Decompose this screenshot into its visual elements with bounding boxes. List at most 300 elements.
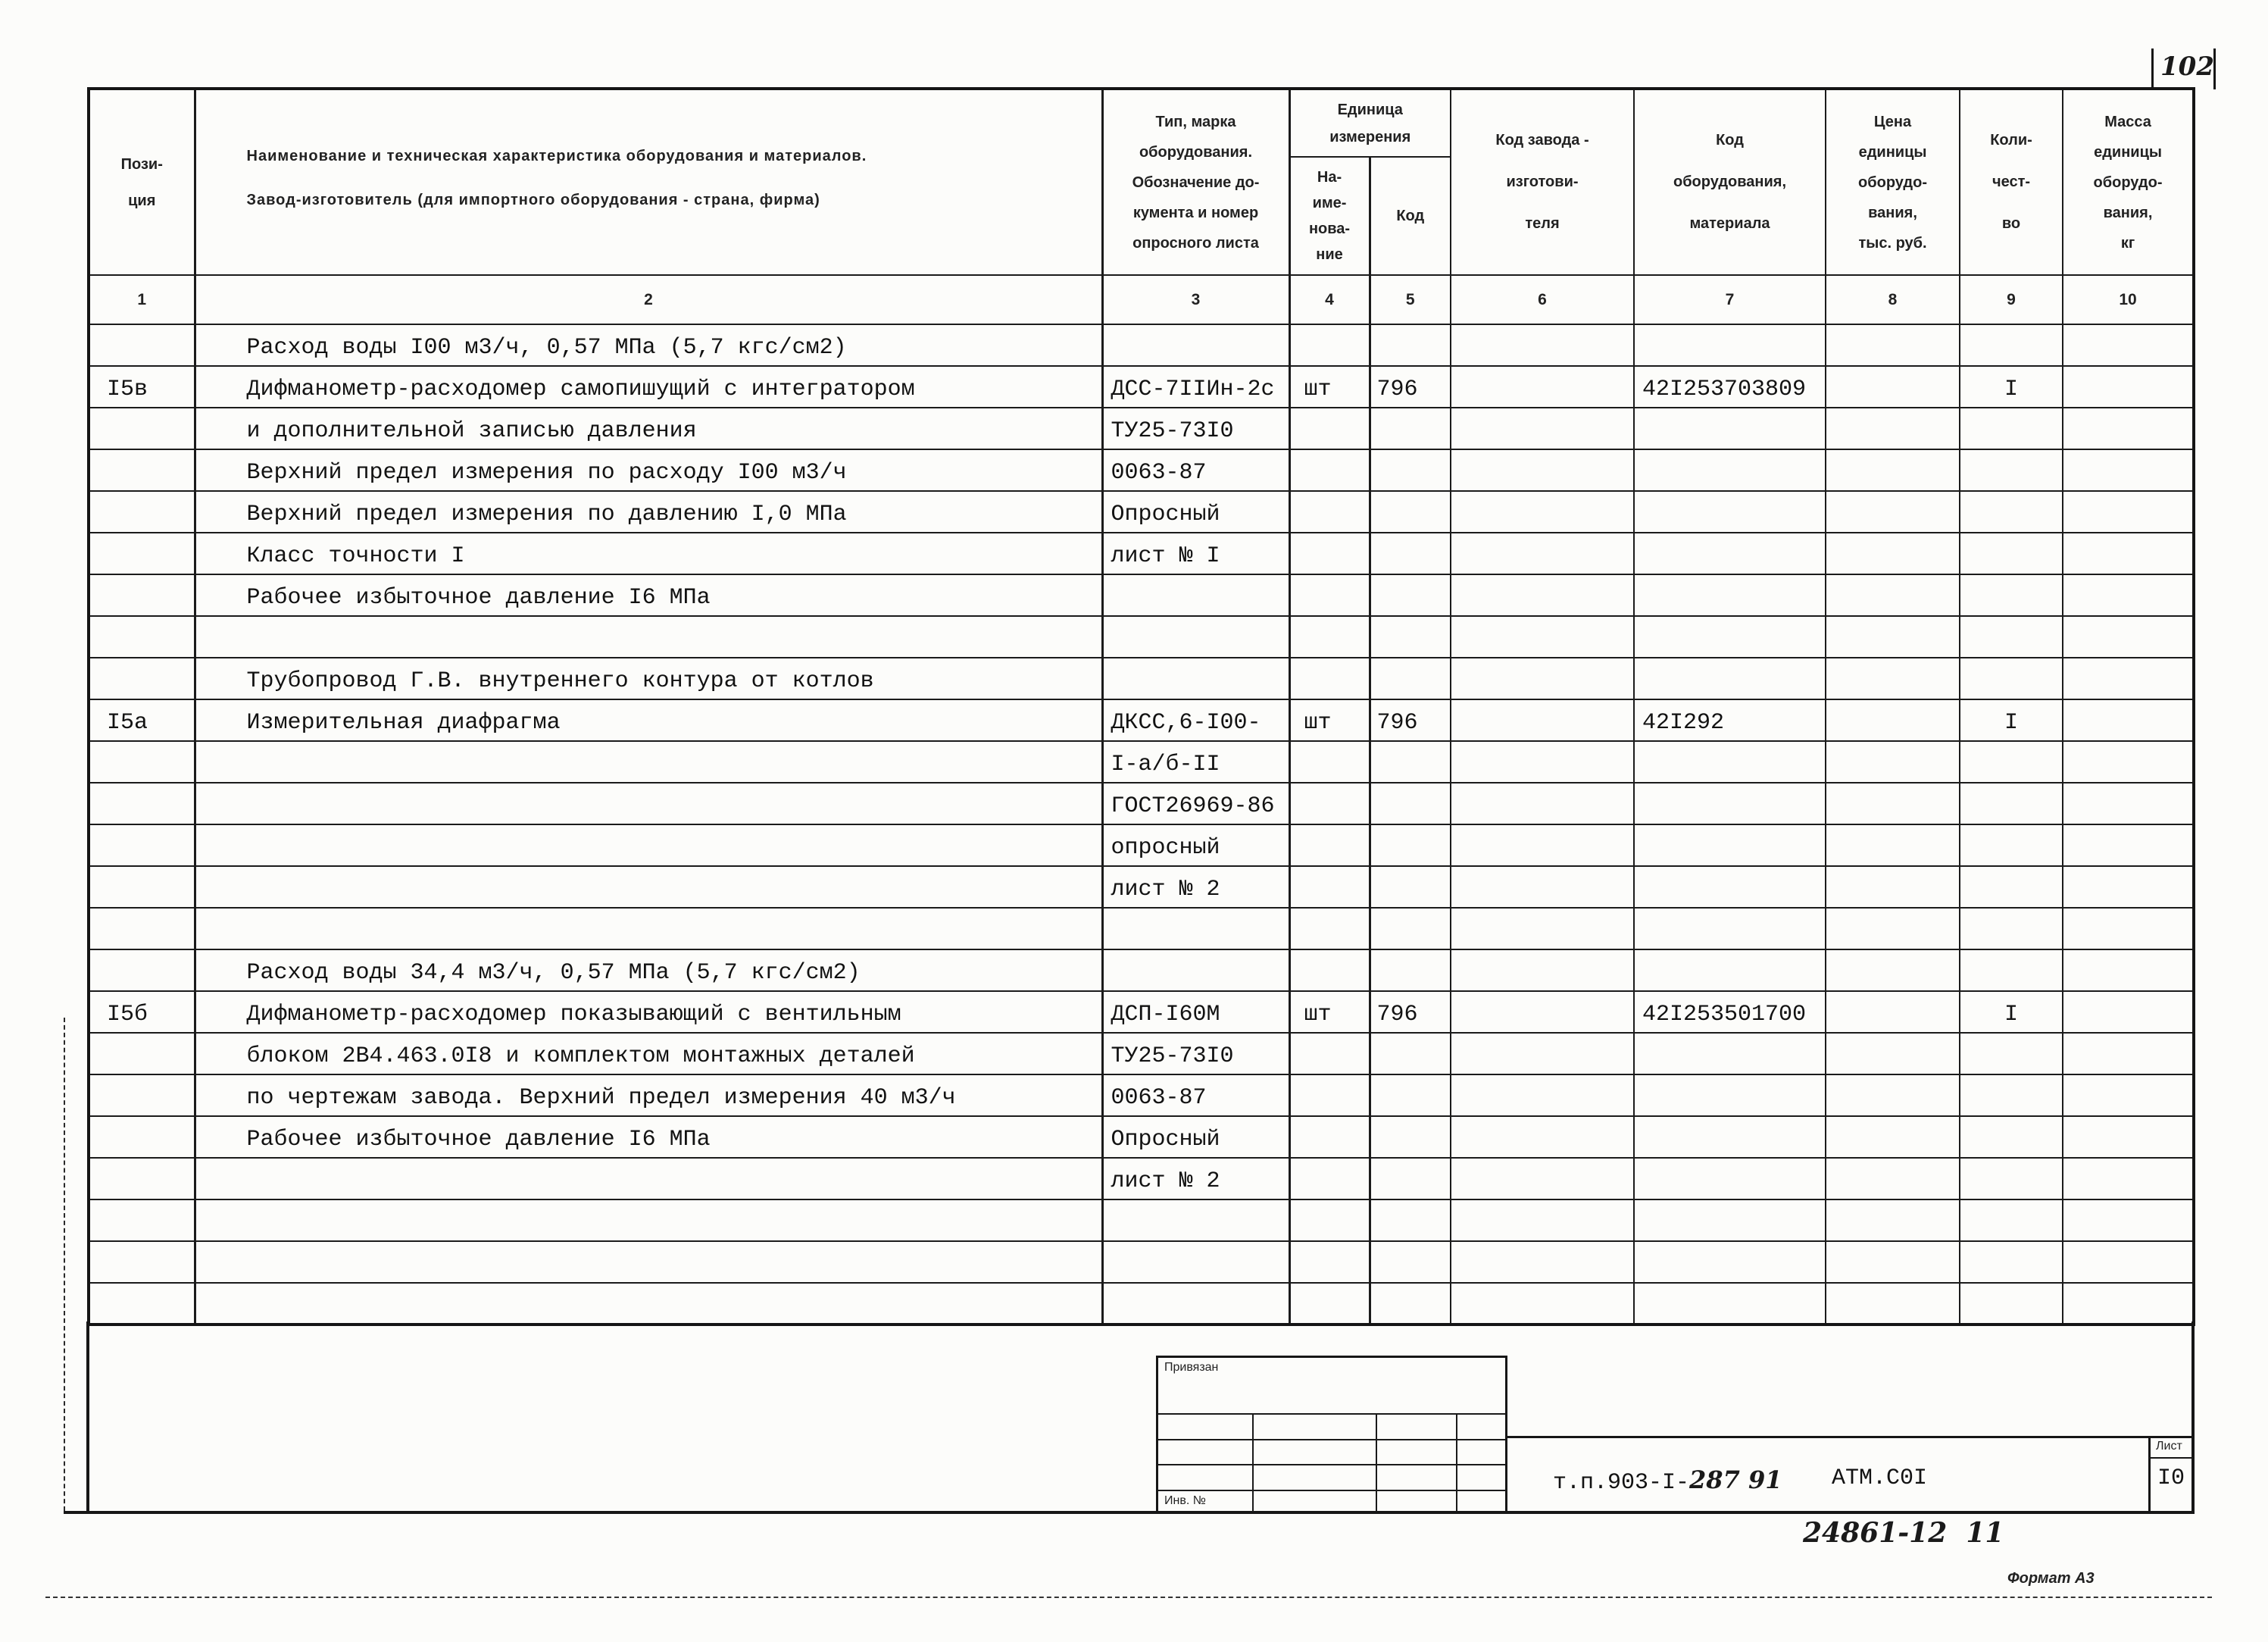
cell-mass [2063,741,2194,783]
cell-factory-code [1451,1033,1634,1074]
cell-equipment-code [1634,324,1826,366]
cell-type: Опросный [1102,1116,1289,1158]
cell-position [89,1074,195,1116]
cell-position [89,949,195,991]
cell-position [89,408,195,449]
cell-quantity: I [1960,366,2063,408]
cell-quantity [1960,741,2063,783]
cell-type [1102,1199,1289,1241]
cell-position [89,1241,195,1283]
cell-position [89,866,195,908]
cell-mass [2063,616,2194,658]
cell-equipment-code [1634,1241,1826,1283]
header-unit-name: На- име- нова- ние [1289,157,1370,275]
column-number: 7 [1634,275,1826,324]
cell-unit-code [1370,1074,1451,1116]
page-number-box-left-line [2151,48,2154,89]
cell-position [89,783,195,824]
cell-unit-name [1289,1033,1370,1074]
cell-factory-code [1451,949,1634,991]
cell-factory-code [1451,616,1634,658]
column-number: 4 [1289,275,1370,324]
cell-factory-code [1451,366,1634,408]
format-label: Формат А3 [2007,1570,2095,1587]
sheet-label: Лист [2156,1440,2182,1453]
cell-factory-code [1451,866,1634,908]
cell-type [1102,908,1289,949]
cell-position [89,658,195,699]
cell-quantity [1960,949,2063,991]
cell-price [1826,783,1960,824]
stamp-line [1158,1439,1505,1440]
cell-type: ТУ25-73I0 [1102,1033,1289,1074]
table-row [89,699,2194,741]
title-block-top-line [1507,1436,2195,1438]
cell-unit-code [1370,574,1451,616]
cell-type: ДСП-I60М [1102,991,1289,1033]
cell-mass [2063,908,2194,949]
cell-mass [2063,824,2194,866]
cell-equipment-code [1634,949,1826,991]
cell-factory-code [1451,783,1634,824]
cell-factory-code [1451,449,1634,491]
column-number: 9 [1960,275,2063,324]
table-row [89,741,2194,783]
cell-unit-name [1289,1199,1370,1241]
cell-price [1826,699,1960,741]
cell-position [89,449,195,491]
cell-type [1102,616,1289,658]
cell-factory-code [1451,824,1634,866]
document-designation [1553,1465,1782,1496]
cell-unit-name [1289,949,1370,991]
cell-quantity [1960,908,2063,949]
table-row [89,1283,2194,1325]
cell-mass [2063,574,2194,616]
cell-unit-name [1289,658,1370,699]
column-number: 3 [1102,275,1289,324]
cell-name: Расход воды 34,4 м3/ч, 0,57 МПа (5,7 кгс/см2) [195,949,1102,991]
cell-name: Верхний предел измерения по давлению I,0 МПа [195,491,1102,533]
cell-position [89,616,195,658]
cell-name [195,908,1102,949]
cell-name: Дифманометр-расходомер самопишущий с интегратором [195,366,1102,408]
cell-price [1826,1241,1960,1283]
cell-name: Класс точности I [195,533,1102,574]
cell-mass [2063,949,2194,991]
cell-quantity [1960,574,2063,616]
cell-equipment-code [1634,783,1826,824]
cell-equipment-code: 42I253501700 [1634,991,1826,1033]
cell-unit-name [1289,408,1370,449]
cell-factory-code [1451,1283,1634,1325]
cell-factory-code [1451,1116,1634,1158]
cell-type: 0063-87 [1102,1074,1289,1116]
specification-table [87,87,2195,1326]
cell-unit-name [1289,908,1370,949]
cell-unit-name [1289,491,1370,533]
cell-name [195,866,1102,908]
table-row [89,366,2194,408]
cell-name: Верхний предел измерения по расходу I00 м3/ч [195,449,1102,491]
cell-type [1102,1241,1289,1283]
cell-mass [2063,1199,2194,1241]
cell-unit-code: 796 [1370,366,1451,408]
cell-quantity [1960,324,2063,366]
cell-mass [2063,1241,2194,1283]
table-row [89,449,2194,491]
cell-equipment-code [1634,408,1826,449]
table-row [89,1116,2194,1158]
cell-unit-code [1370,1241,1451,1283]
cell-quantity [1960,491,2063,533]
cell-position [89,1116,195,1158]
cell-factory-code [1451,1158,1634,1199]
cell-name [195,1241,1102,1283]
cell-name [195,616,1102,658]
cell-position [89,324,195,366]
cell-unit-code [1370,449,1451,491]
cell-quantity [1960,824,2063,866]
cell-unit-code: 796 [1370,699,1451,741]
cell-unit-name [1289,866,1370,908]
cell-factory-code [1451,1241,1634,1283]
cell-position [89,1158,195,1199]
cell-factory-code [1451,408,1634,449]
cell-quantity [1960,1158,2063,1199]
stamp-divider [1376,1413,1377,1512]
table-row [89,1033,2194,1074]
approval-stamp [1156,1356,1507,1512]
header-position: Пози- ция [89,89,195,275]
cell-quantity [1960,866,2063,908]
cell-factory-code [1451,658,1634,699]
cell-unit-code [1370,1283,1451,1325]
sheet-box-left-line [2148,1437,2151,1512]
cell-factory-code [1451,574,1634,616]
stamp-divider [1456,1413,1457,1512]
cell-name [195,824,1102,866]
cell-unit-code [1370,1199,1451,1241]
table-row [89,783,2194,824]
table-row [89,491,2194,533]
cell-price [1826,866,1960,908]
header-name [195,89,1102,275]
table-row [89,533,2194,574]
cell-mass [2063,491,2194,533]
cell-equipment-code [1634,1116,1826,1158]
stamp-attached-label: Привязан [1164,1361,1219,1374]
cell-quantity [1960,1199,2063,1241]
cell-type: 0063-87 [1102,449,1289,491]
cell-name: Рабочее избыточное давление I6 МПа [195,1116,1102,1158]
column-number: 8 [1826,275,1960,324]
frame-left-line [86,1321,89,1512]
cell-quantity [1960,1116,2063,1158]
designation-handwritten: 287 91 [1689,1465,1782,1494]
cell-position: I5в [89,366,195,408]
cell-equipment-code [1634,616,1826,658]
cell-price [1826,1158,1960,1199]
table-row [89,408,2194,449]
header-quantity: Коли- чест- во [1960,89,2063,275]
cell-price [1826,1283,1960,1325]
cell-equipment-code [1634,908,1826,949]
cell-price [1826,324,1960,366]
cell-position [89,574,195,616]
cell-quantity [1960,533,2063,574]
cell-price [1826,366,1960,408]
cell-quantity [1960,408,2063,449]
cell-equipment-code [1634,1158,1826,1199]
cell-type [1102,949,1289,991]
cell-factory-code [1451,741,1634,783]
column-number: 5 [1370,275,1451,324]
cell-unit-code [1370,533,1451,574]
table-row [89,658,2194,699]
cell-unit-code [1370,491,1451,533]
cell-name [195,1283,1102,1325]
bottom-dashed-line [45,1597,2212,1598]
cell-mass [2063,1283,2194,1325]
cell-type: ДСС-7IIИн-2с [1102,366,1289,408]
cell-name [195,1158,1102,1199]
cell-unit-name [1289,1241,1370,1283]
cell-equipment-code [1634,449,1826,491]
designation-printed: т.п.903-I- [1553,1470,1690,1496]
cell-quantity: I [1960,699,2063,741]
cell-unit-code [1370,1033,1451,1074]
cell-equipment-code [1634,658,1826,699]
cell-type: I-а/б-II [1102,741,1289,783]
cell-unit-name [1289,533,1370,574]
cell-mass [2063,408,2194,449]
document-code: АТМ.С0I [1832,1465,1928,1491]
cell-mass [2063,449,2194,491]
cell-unit-name [1289,616,1370,658]
page-number: 102 [2160,52,2214,82]
cell-equipment-code [1634,491,1826,533]
cell-quantity [1960,1241,2063,1283]
cell-mass [2063,1074,2194,1116]
cell-unit-code [1370,658,1451,699]
table-row [89,1158,2194,1199]
cell-factory-code [1451,1199,1634,1241]
cell-price [1826,533,1960,574]
cell-unit-code [1370,908,1451,949]
cell-unit-name: шт [1289,366,1370,408]
cell-price [1826,949,1960,991]
cell-position [89,741,195,783]
cell-position [89,491,195,533]
cell-equipment-code: 42I253703809 [1634,366,1826,408]
stamp-inventory-label: Инв. № [1164,1494,1206,1507]
cell-unit-name: шт [1289,991,1370,1033]
table-row [89,324,2194,366]
cell-name: по чертежам завода. Верхний предел измерения 40 м3/ч [195,1074,1102,1116]
binding-margin-line [64,1018,65,1511]
frame-right-line [2191,1321,2195,1512]
cell-price [1826,408,1960,449]
cell-unit-name [1289,449,1370,491]
cell-mass [2063,1033,2194,1074]
cell-position [89,824,195,866]
cell-price [1826,491,1960,533]
cell-equipment-code [1634,741,1826,783]
stamp-divider [1252,1413,1254,1512]
cell-name [195,783,1102,824]
cell-quantity [1960,1283,2063,1325]
cell-price [1826,741,1960,783]
cell-unit-code [1370,949,1451,991]
cell-unit-code [1370,783,1451,824]
table-row [89,574,2194,616]
cell-mass [2063,866,2194,908]
cell-unit-name [1289,1283,1370,1325]
cell-type: опросный [1102,824,1289,866]
cell-mass [2063,1158,2194,1199]
cell-factory-code [1451,533,1634,574]
table-row [89,616,2194,658]
cell-type: ГОСТ26969-86 [1102,783,1289,824]
stamp-line [1158,1464,1505,1465]
header-name-line-2: Завод-изготовитель (для импортного оборудования - страна, фирма) [246,192,820,208]
cell-name: Рабочее избыточное давление I6 МПа [195,574,1102,616]
cell-equipment-code [1634,1283,1826,1325]
cell-type: Опросный [1102,491,1289,533]
cell-quantity [1960,783,2063,824]
table-row [89,1074,2194,1116]
header-price: Цена единицы оборудо- вания, тыс. руб. [1826,89,1960,275]
table-row [89,866,2194,908]
cell-name: Трубопровод Г.В. внутреннего контура от котлов [195,658,1102,699]
cell-mass [2063,324,2194,366]
cell-quantity [1960,658,2063,699]
cell-name: и дополнительной записью давления [195,408,1102,449]
cell-unit-name [1289,1116,1370,1158]
cell-unit-code [1370,1158,1451,1199]
cell-mass [2063,533,2194,574]
cell-price [1826,824,1960,866]
header-factory-code: Код завода - изготови- теля [1451,89,1634,275]
cell-position [89,1283,195,1325]
cell-unit-name [1289,1074,1370,1116]
cell-unit-name: шт [1289,699,1370,741]
cell-price [1826,1199,1960,1241]
sheet-box-divider [2148,1457,2194,1459]
cell-price [1826,574,1960,616]
cell-position: I5б [89,991,195,1033]
cell-type: ТУ25-73I0 [1102,408,1289,449]
cell-type: лист № I [1102,533,1289,574]
cell-type [1102,658,1289,699]
cell-equipment-code [1634,533,1826,574]
cell-factory-code [1451,908,1634,949]
cell-quantity [1960,449,2063,491]
cell-type: лист № 2 [1102,1158,1289,1199]
sheet-number: I0 [2157,1465,2185,1491]
cell-mass [2063,366,2194,408]
cell-equipment-code: 42I292 [1634,699,1826,741]
column-number: 2 [195,275,1102,324]
cell-unit-code [1370,824,1451,866]
cell-position [89,1033,195,1074]
column-number-row [89,275,2194,324]
column-number: 6 [1451,275,1634,324]
cell-price [1826,1074,1960,1116]
table-body [89,324,2194,1325]
cell-position [89,908,195,949]
cell-price [1826,908,1960,949]
cell-factory-code [1451,991,1634,1033]
cell-mass [2063,991,2194,1033]
cell-price [1826,449,1960,491]
cell-unit-code [1370,866,1451,908]
header-equipment-code: Код оборудования, материала [1634,89,1826,275]
cell-unit-code [1370,616,1451,658]
cell-position [89,1199,195,1241]
cell-unit-code: 796 [1370,991,1451,1033]
cell-unit-code [1370,1116,1451,1158]
cell-name: Расход воды I00 м3/ч, 0,57 МПа (5,7 кгс/см2) [195,324,1102,366]
cell-type [1102,1283,1289,1325]
cell-unit-name [1289,783,1370,824]
cell-factory-code [1451,491,1634,533]
cell-type [1102,324,1289,366]
cell-unit-code [1370,324,1451,366]
cell-name: Измерительная диафрагма [195,699,1102,741]
cell-name: блоком 2В4.463.0I8 и комплектом монтажных деталей [195,1033,1102,1074]
header-name-line-1: Наименование и техническая характеристика оборудования и материалов. [246,148,867,164]
cell-unit-name [1289,1158,1370,1199]
cell-mass [2063,783,2194,824]
cell-name [195,1199,1102,1241]
header-unit-code: Код [1370,157,1451,275]
cell-factory-code [1451,1074,1634,1116]
cell-equipment-code [1634,866,1826,908]
cell-position [89,533,195,574]
cell-price [1826,991,1960,1033]
cell-mass [2063,1116,2194,1158]
cell-mass [2063,658,2194,699]
cell-equipment-code [1634,574,1826,616]
cell-unit-code [1370,741,1451,783]
cell-factory-code [1451,324,1634,366]
stamp-line [1158,1413,1505,1415]
cell-type [1102,574,1289,616]
cell-unit-name [1289,324,1370,366]
cell-equipment-code [1634,1033,1826,1074]
cell-price [1826,1033,1960,1074]
table-row [89,1199,2194,1241]
cell-unit-code [1370,408,1451,449]
table-row [89,824,2194,866]
cell-unit-name [1289,824,1370,866]
cell-quantity [1960,1033,2063,1074]
cell-mass [2063,699,2194,741]
cell-quantity: I [1960,991,2063,1033]
stamp-line [1158,1490,1505,1491]
header-row [89,89,2194,157]
cell-quantity [1960,1074,2063,1116]
table-row [89,991,2194,1033]
table-row [89,908,2194,949]
column-number: 10 [2063,275,2194,324]
frame-bottom-line [64,1511,2195,1514]
cell-type: лист № 2 [1102,866,1289,908]
cell-unit-name [1289,574,1370,616]
cell-type: ДКСС,6-I00- [1102,699,1289,741]
